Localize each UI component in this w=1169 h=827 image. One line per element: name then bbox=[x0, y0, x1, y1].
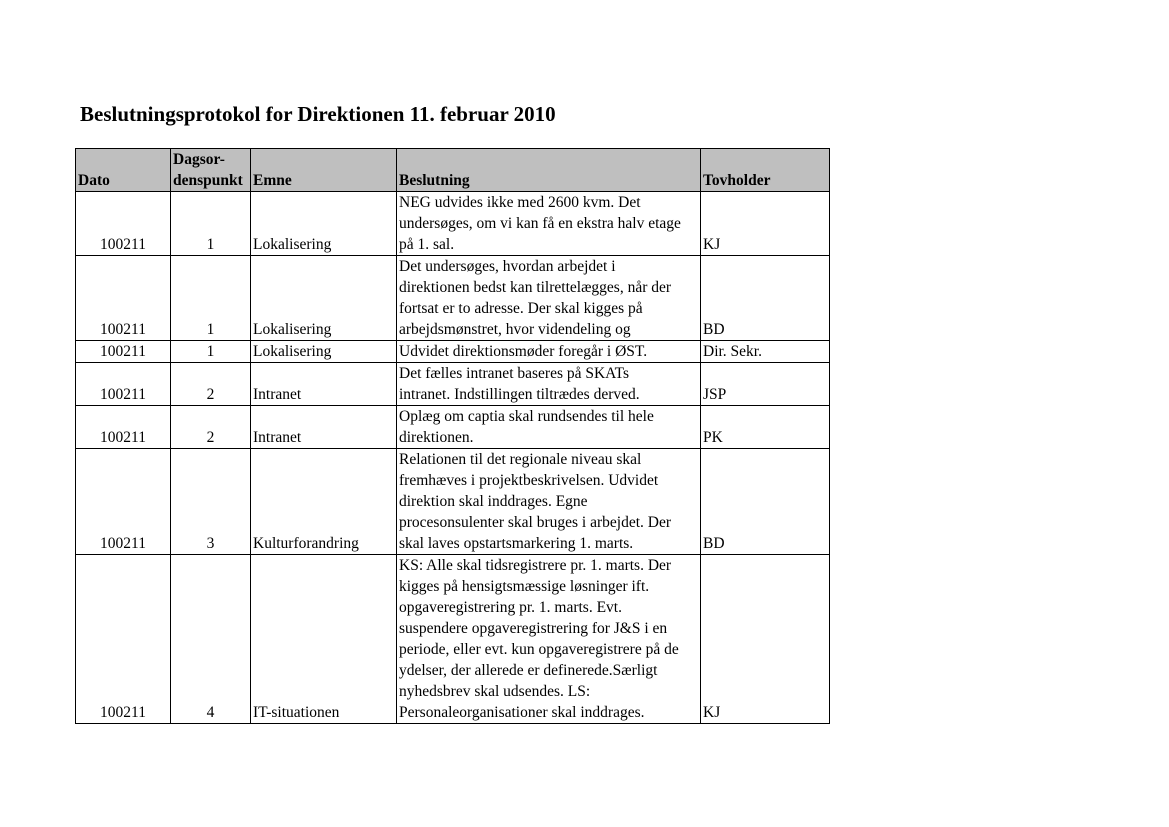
cell-punkt: 4 bbox=[171, 555, 251, 724]
cell-beslutning: NEG udvides ikke med 2600 kvm. Det undersøges, om vi kan få en ekstra halv etage på 1. sal. bbox=[397, 192, 701, 256]
header-emne: Emne bbox=[251, 149, 397, 192]
cell-beslutning: Det undersøges, hvordan arbejdet i direktionen bedst kan tilrettelægges, når der fortsat er to adresse. Der skal kigges på arbejdsmønstret, hvor videndeling og bbox=[397, 256, 701, 341]
cell-tovholder: PK bbox=[701, 406, 830, 449]
table-row bbox=[76, 341, 830, 363]
cell-dato: 100211 bbox=[76, 341, 171, 363]
cell-dato: 100211 bbox=[76, 406, 171, 449]
cell-beslutning: Det fælles intranet baseres på SKATs intranet. Indstillingen tiltrædes derved. bbox=[397, 363, 701, 406]
table-row bbox=[76, 449, 830, 555]
header-beslutning: Beslutning bbox=[397, 149, 701, 192]
cell-emne: IT-situationen bbox=[251, 555, 397, 724]
header-dato: Dato bbox=[76, 149, 171, 192]
cell-tovholder: JSP bbox=[701, 363, 830, 406]
cell-punkt: 3 bbox=[171, 449, 251, 555]
decision-table bbox=[75, 148, 830, 724]
table-row bbox=[76, 256, 830, 341]
cell-dato: 100211 bbox=[76, 555, 171, 724]
cell-beslutning: KS: Alle skal tidsregistrere pr. 1. marts. Der kigges på hensigtsmæssige løsninger ift. opgaveregistrering pr. 1. marts. Evt. suspendere opgaveregistrering for J&S i en periode, eller evt. kun opgaveregistrere på de ydelser, der allerede er definerede.Særligt nyhedsbrev skal udsendes. LS: Personaleorganisationer skal inddrages. bbox=[397, 555, 701, 724]
cell-emne: Intranet bbox=[251, 363, 397, 406]
cell-beslutning: Oplæg om captia skal rundsendes til hele direktionen. bbox=[397, 406, 701, 449]
cell-dato: 100211 bbox=[76, 192, 171, 256]
cell-emne: Lokalisering bbox=[251, 192, 397, 256]
cell-punkt: 2 bbox=[171, 363, 251, 406]
cell-dato: 100211 bbox=[76, 363, 171, 406]
cell-punkt: 2 bbox=[171, 406, 251, 449]
cell-tovholder: KJ bbox=[701, 192, 830, 256]
cell-punkt: 1 bbox=[171, 192, 251, 256]
header-row bbox=[76, 149, 830, 192]
cell-emne: Lokalisering bbox=[251, 256, 397, 341]
cell-tovholder: KJ bbox=[701, 555, 830, 724]
cell-emne: Intranet bbox=[251, 406, 397, 449]
cell-tovholder: BD bbox=[701, 256, 830, 341]
page-title: Beslutningsprotokol for Direktionen 11. februar 2010 bbox=[80, 102, 556, 126]
cell-tovholder: Dir. Sekr. bbox=[701, 341, 830, 363]
cell-emne: Kulturforandring bbox=[251, 449, 397, 555]
header-tovholder: Tovholder bbox=[701, 149, 830, 192]
cell-dato: 100211 bbox=[76, 256, 171, 341]
header-dagsordenspunkt: Dagsor- denspunkt bbox=[171, 149, 251, 192]
table-row bbox=[76, 363, 830, 406]
cell-beslutning: Relationen til det regionale niveau skal fremhæves i projektbeskrivelsen. Udvidet direktion skal inddrages. Egne procesonsulenter skal bruges i arbejdet. Der skal laves opstartsmarkering 1. marts. bbox=[397, 449, 701, 555]
cell-dato: 100211 bbox=[76, 449, 171, 555]
table-row bbox=[76, 406, 830, 449]
cell-tovholder: BD bbox=[701, 449, 830, 555]
table-row bbox=[76, 192, 830, 256]
cell-beslutning: Udvidet direktionsmøder foregår i ØST. bbox=[397, 341, 701, 363]
cell-punkt: 1 bbox=[171, 256, 251, 341]
cell-emne: Lokalisering bbox=[251, 341, 397, 363]
cell-punkt: 1 bbox=[171, 341, 251, 363]
table-row bbox=[76, 555, 830, 724]
